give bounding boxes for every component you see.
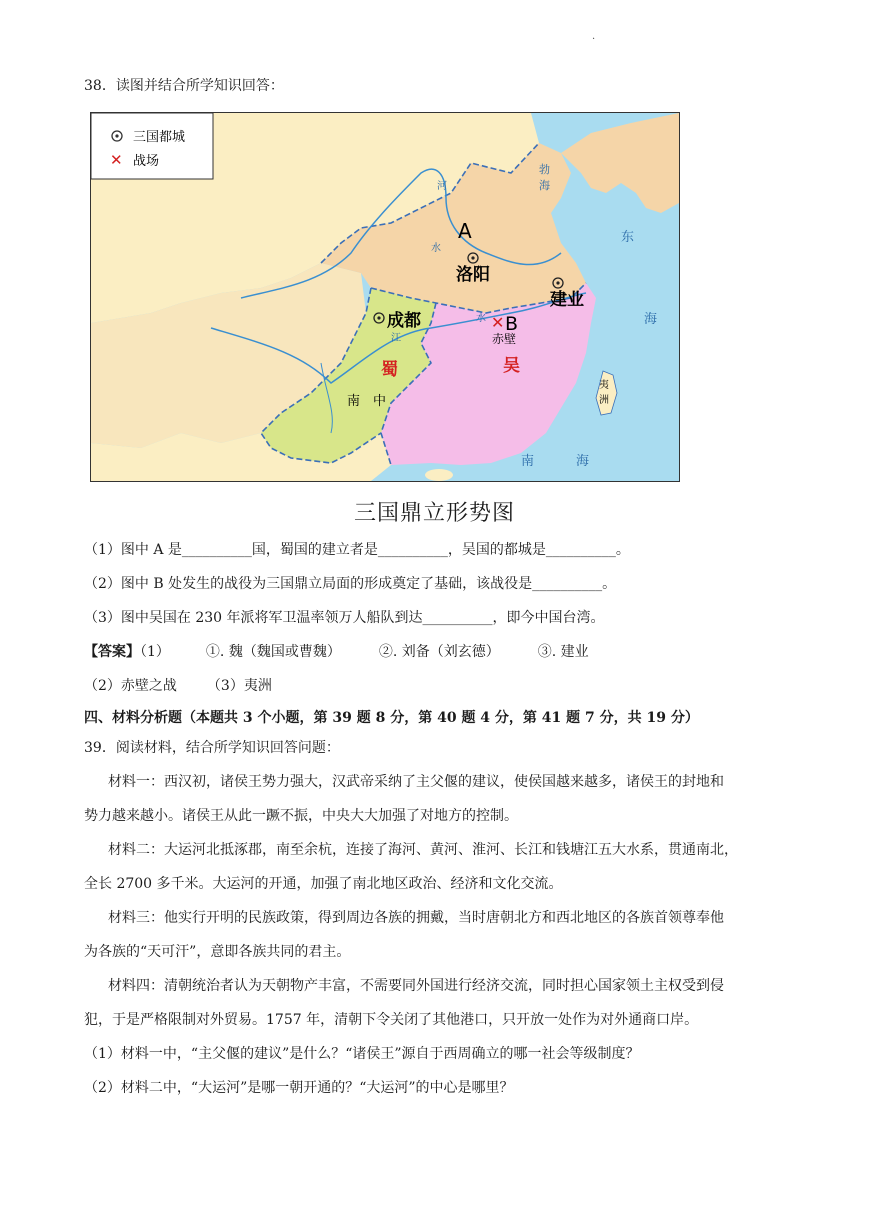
- label-shu: 蜀: [381, 360, 398, 380]
- label-jianye: 建业: [550, 290, 584, 310]
- q38-answer-line2: [84, 676, 272, 696]
- label-nan: 南: [521, 454, 535, 469]
- label-B: B: [505, 313, 519, 335]
- label-hai-bohai: 海: [539, 179, 550, 192]
- map-caption: 三国鼎立形势图: [353, 501, 515, 526]
- map-legend: [91, 113, 213, 179]
- chibi-battlefield-icon: ✕: [491, 313, 505, 332]
- label-A: A: [458, 219, 472, 243]
- answer-part-4: ③. 建业: [537, 644, 589, 660]
- answer-part-5: （2）赤壁之战: [84, 678, 177, 694]
- label-jiang: 江: [391, 333, 401, 344]
- label-hai-nanhai: 海: [576, 454, 590, 469]
- label-yizhou-1: 夷: [599, 380, 609, 391]
- material1-line2: 势力越来越小。诸侯王从此一蹶不振，中央大大加强了对地方的控制。: [84, 808, 518, 824]
- answer-part-3: ②. 刘备（刘玄德）: [378, 644, 500, 660]
- legend-battlefield-label: 战场: [133, 154, 160, 169]
- label-luoyang: 洛阳: [456, 265, 490, 285]
- label-chibi: 赤壁: [492, 332, 517, 346]
- legend-capital-label: 三国都城: [133, 130, 186, 145]
- label-shui: 水: [431, 243, 441, 254]
- answer-label: 【答案】: [84, 644, 140, 660]
- q38-part2: （2）图中 B 处发生的战役为三国鼎立局面的形成奠定了基础，该战役是__________。: [84, 576, 617, 592]
- material1-line1: 材料一：西汉初，诸侯王势力强大，汉武帝采纳了主父偃的建议，使侯国越来越多，诸侯王的封地和: [108, 774, 724, 790]
- answer-part-2: ①. 魏（魏国或曹魏）: [205, 644, 341, 660]
- q39-stem: 39．阅读材料，结合所学知识回答问题：: [84, 740, 340, 756]
- q39-part2: （2）材料二中，“大运河”是哪一朝开通的？“大运河”的中心是哪里？: [84, 1080, 514, 1096]
- label-hai-donghai: 海: [644, 312, 658, 327]
- material3-line2: 为各族的“天可汗”，意即各族共同的君主。: [84, 944, 351, 960]
- section4-title: 四、材料分析题（本题共 3 个小题，第 39 题 8 分，第 40 题 4 分，第 41 题 7 分，共 19 分）: [84, 710, 699, 726]
- label-yizhou-2: 洲: [599, 395, 609, 406]
- q38-part3: （3）图中吴国在 230 年派将军卫温率领万人船队到达__________，即今中国台湾。: [84, 610, 605, 626]
- q38-part1: （1）图中 A 是__________国，蜀国的建立者是__________，吴国的都城是__________。: [84, 542, 630, 558]
- material2-line2: 全长 2700 多千米。大运河的开通，加强了南北地区政治、经济和文化交流。: [84, 876, 563, 892]
- battlefield-legend-icon: ✕: [110, 151, 123, 169]
- label-nanzhong: 南 中: [347, 394, 387, 409]
- label-dong: 东: [621, 230, 635, 245]
- label-shui-2: 水: [476, 313, 486, 324]
- material3-line1: 材料三：他实行开明的民族政策，得到周边各族的拥戴，当时唐朝北方和西北地区的各族首领尊奉他: [108, 910, 724, 926]
- three-kingdoms-map: [90, 112, 680, 482]
- material2-line1: 材料二：大运河北抵涿郡，南至余杭，连接了海河、黄河、淮河、长江和钱塘江五大水系，贯通南北，: [108, 842, 738, 858]
- material4-line2: 犯，于是严格限制对外贸易。1757 年，清朝下令关闭了其他港口，只开放一处作为对外通商口岸。: [84, 1012, 699, 1028]
- label-wu: 吴: [503, 356, 520, 376]
- label-chengdu: 成都: [387, 311, 421, 331]
- answer-part-6: （3）夷洲: [206, 678, 272, 694]
- q38-stem: 38．读图并结合所学知识回答：: [84, 78, 284, 94]
- label-he: 河: [437, 181, 447, 192]
- answer-part-1: （1）: [140, 644, 170, 660]
- label-bo: 勃: [539, 163, 550, 176]
- q39-part1: （1）材料一中，“主父偃的建议”是什么？“诸侯王”源自于西周确立的哪一社会等级制度？: [84, 1046, 640, 1062]
- q38-answer-line1: [84, 642, 589, 662]
- hainan-island: [425, 469, 453, 481]
- page-mark: ·: [592, 34, 596, 45]
- material4-line1: 材料四：清朝统治者认为天朝物产丰富，不需要同外国进行经济交流，同时担心国家领土主权受到侵: [108, 978, 724, 994]
